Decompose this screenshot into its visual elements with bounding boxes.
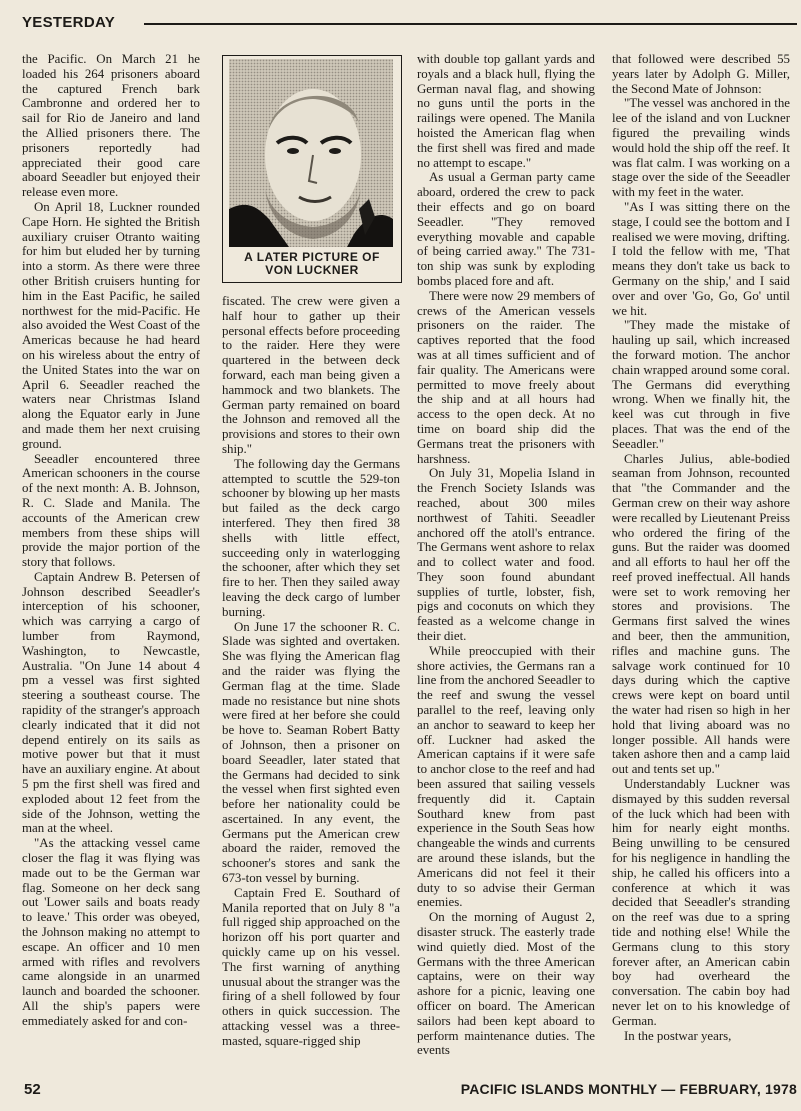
article-column-2 [222,294,400,1064]
paragraph: On June 17 the schooner R. C. Slade was sighted and overtaken. She was flying the American flag and the raider was flying the German flag at the time. Slade made no resistance but nine shots were fired at her before she could be hove to. Seaman Robert Batty of Johnson, then a prisoner on board Seeadler, later stated that the Germans had decided to sink the vessel when first sighted even before her nationality could be ascertained. In any event, the Germans put the American crew aboard the raider, removed the schooner's stores and sank the 673-ton vessel by burning. [222,619,400,886]
paragraph: On April 18, Luckner rounded Cape Horn. He sighted the British auxiliary cruiser Otranto waiting for him but eluded her by turning into a storm. As there were three other British cruisers hunting for him in the East Pacific, he sailed northwest for the mid-Pacific. He also avoided the West Coast of the Americas because he had heard on his wireless about the entry of the United States into the war on April 6. Seeadler reached the waters near Christmas Island along the Equator early in June and made them her next cruising ground. [22,199,200,451]
article-column-3 [417,52,595,1064]
portrait-image [229,59,393,247]
article-column-1 [22,52,200,1064]
paragraph: While preoccupied with their shore activies, the Germans ran a line from the anchored Seeadler to the reef and swung the vessel parallel to the reef, leaving only an anchor to seaward to keep her off. Luckner had asked the American captains if it were safe to anchor close to the reef and had been assured that sailing vessels frequently did it. Captain Southard knew from past experience in the South Seas how changeable the winds and currents are around these islands, but the Americans did not feel it their duty to so advise their German enemies. [417,643,595,910]
paragraph: There were now 29 members of crews of the American vessels prisoners on the raider. The captives reported that the food was at all times sufficient and of fair quality. The Americans were permitted to move freely about the ship and at all hours had access to the open deck. At no time on board ship did the Germans treat the prisoners with harshness. [417,288,595,466]
photo-caption [227,251,397,277]
header-rule [144,23,797,25]
section-header [22,14,797,36]
paragraph: As usual a German party came aboard, ordered the crew to pack their effects and go on board Seeadler. "They removed everything movable and capable of being carried away." The 731-ton ship was sunk by exploding bombs placed fore and aft. [417,170,595,288]
page-footer [0,1081,801,1105]
portrait-figure [222,55,402,283]
paragraph: On the morning of August 2, disaster struck. The easterly trade wind quietly died. Most of the Germans with the three American captains, were on their way ashore for a picnic, leaving one officer on board. The American sailors had been kept aboard to perform maintenance duties. The events [417,910,595,1058]
paragraph: the Pacific. On March 21 he loaded his 264 prisoners aboard the captured French bark Cambronne and ordered her to sail for Rio de Janeiro and land the Allied prisoners there. The prisoners reportedly had appreciated their good care aboard Seeadler but enjoyed their release even more. [22,52,200,200]
paragraph: that followed were described 55 years later by Adolph G. Miller, the Second Mate of Johnson: [612,52,790,96]
paragraph: Understandably Luckner was dismayed by this sudden reversal of the luck which had been with him for nearly eight months. Being unwilling to be censured for his negligence in handling the ship, he called his officers into a conference at which it was decided that Seeadler's stranding on the reef was due to a spring tide and nothing else! While the Germans clung to this story forever after, an American cabin boy had overheard the conversation. The cabin boy had never let on to his knowledge of German. [612,777,790,1028]
paragraph: "They made the mistake of hauling up sail, which increased the forward motion. The anchor chain wrapped around some coral. The Germans did everything wrong. When we finally hit, the keel was cut through in five places. That was the end of the Seeadler." [612,318,790,451]
paragraph: "The vessel was anchored in the lee of the island and von Luckner figured the prevailing winds would hold the ship off the reef. It was flat calm. I was working on a stage over the side of the Seeadler with my feet in the water. [612,96,790,200]
page-number: 52 [24,1081,41,1098]
section-title: YESTERDAY [22,14,116,31]
publication-masthead: PACIFIC ISLANDS MONTHLY — FEBRUARY, 1978 [460,1081,797,1097]
paragraph: Seeadler encountered three American schooners in the course of the next month: A. B. Johnson, R. C. Slade and Manila. The accounts of the American crew members from these ships will provide the major portion of the story that follows. [22,451,200,570]
portrait-photo [229,59,393,247]
paragraph: Captain Fred E. Southard of Manila reported that on July 8 "a full rigged ship approached on the horizon off his port quarter and quickly came up on his vessel. The first warning of anything unusual about the stranger was the firing of a shell followed by four others in quick succession. The attacking vessel was a three-masted, square-rigged ship [222,885,400,1048]
paragraph: In the postwar years, [624,1028,732,1043]
caption-line: A LATER PICTURE OF [244,250,380,264]
caption-line: VON LUCKNER [265,263,359,277]
article-column-4 [612,52,790,1064]
paragraph: Captain Andrew B. Petersen of Johnson described Seeadler's interception of his schooner, which was carrying a cargo of lumber from Raymond, Washington, to Newcastle, Australia. "On June 14 about 4 pm a vessel was first sighted steering a southeast course. The rapidity of the stranger's approach clearly indicated that it did not depend entirely on its sails as motive power but that it must have an auxiliary engine. At about 5 pm the first shell was fired and exploded about 12 feet from the side of the Johnson, wetting the man at the wheel. [22,569,200,836]
paragraph: The following day the Germans attempted to scuttle the 529-ton schooner by blowing up her masts but failed as the deck cargo interfered. They then fired 38 shells with little effect, succeeding only in waterlogging the schooner, after which they set fire to her. Then they sailed away leaving the deck cargo of lumber burning. [222,456,400,619]
paragraph: with double top gallant yards and royals and a black hull, flying the German naval flag, and showing no guns until the ports in the railings were opened. The Manila hoisted the American flag when the first shell was fired and made no attempt to escape." [417,52,595,170]
paragraph: "As I was sitting there on the stage, I could see the bottom and I realised we were moving, drifting. I told the fellow with me, 'That means they don't take us back to Germany on the ship,' and I said over and over 'Go, Go, Go' until we hit. [612,199,790,318]
paragraph: fiscated. The crew were given a half hour to gather up their personal effects before proceeding to the raider. Here they were quartered in the between deck forward, each man being given a hammock and two blankets. The German party remained on board the Johnson and removed all the provisions and stores to their own ship." [222,294,400,456]
paragraph: "As the attacking vessel came closer the flag it was flying was made out to be the German war flag. Someone on her deck sang out 'Lower sails and boats ready to leave.' This order was obeyed, the Johnson making no attempt to escape. An officer and 10 men armed with rifles and revolvers came alongside in an unarmed launch and boarded the schooner. All the ship's papers were emmediately asked for and con- [22,836,200,1028]
paragraph: Charles Julius, able-bodied seaman from Johnson, recounted that "the Commander and the German crew on their way ashore were recalled by Lieutenant Preiss who ordered the firing of the guns. But the raider was doomed and all efforts to haul her off the reef proved ineffectual. All hands were set to work removing her stores and provisions. The Germans first salved the wines and beer, then the ammunition, rifles and machine guns. The salvage work continued for 10 days during which the captive crews were kept on board until the water had risen so high in her hold that living aboard was no longer possible. All hands were taken ashore then and a camp laid out and tents set up." [612,451,790,777]
paragraph: On July 31, Mopelia Island in the French Society Islands was reached, about 300 miles northwest of Tahiti. Seeadler anchored off the atoll's entrance. The Germans went ashore to relax and to collect water and food. They soon found abundant supplies of turtle, lobster, fish, pigs and coconuts on which they feasted as a welcome change in their diet. [417,466,595,644]
